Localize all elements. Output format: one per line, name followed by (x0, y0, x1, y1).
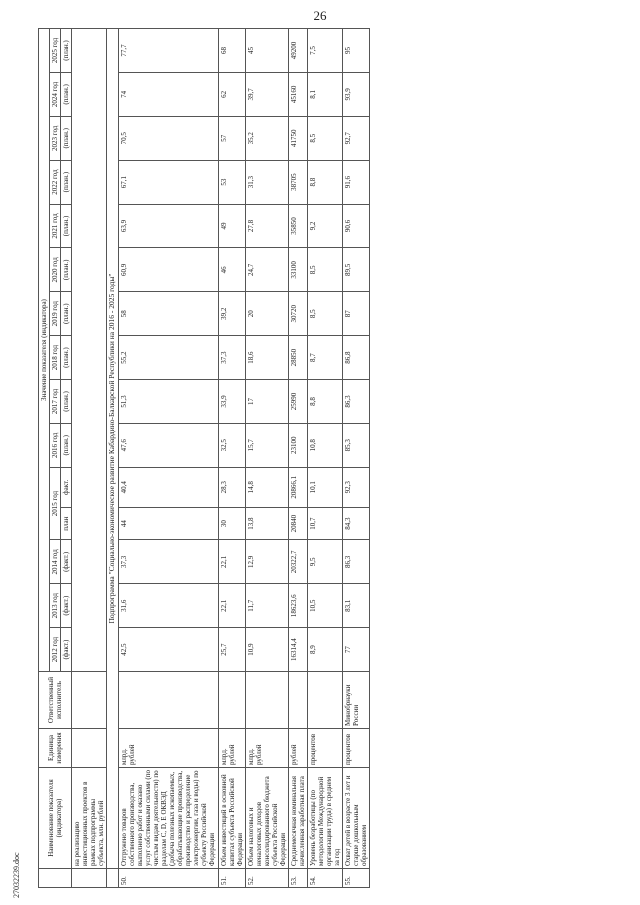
indicator-value: 47,6 (118, 423, 218, 467)
table-row (288, 29, 307, 888)
indicator-value: 25,7 (218, 628, 245, 672)
indicator-value: 46 (218, 248, 245, 292)
indicator-value: 24,7 (245, 248, 288, 292)
indicator-value: 10,7 (307, 507, 342, 540)
header-year-type: (план.) (61, 380, 72, 424)
indicator-name: Объем налоговых и неналоговых доходов консолидированного бюджета субъекта Российской Федерации (245, 768, 288, 869)
indicator-value: 8,5 (307, 116, 342, 160)
indicator-value: 63,9 (118, 204, 218, 248)
header-year-type: (план.) (61, 248, 72, 292)
indicator-executor (245, 672, 288, 729)
indicator-value: 92,7 (343, 116, 370, 160)
indicator-value: 90,6 (343, 204, 370, 248)
row-number: 54. (307, 869, 342, 888)
indicator-value: 8,7 (307, 336, 342, 380)
indicator-table (38, 28, 370, 888)
indicator-value: 32,5 (218, 423, 245, 467)
header-year: 2023 год (50, 116, 61, 160)
table-row (218, 29, 245, 888)
indicator-value: 87 (343, 292, 370, 336)
header-year: 2016 год (50, 423, 61, 467)
header-year-type: (план.) (61, 204, 72, 248)
indicator-value: 33100 (288, 248, 307, 292)
header-year: 2012 год (50, 628, 61, 672)
header-name: Наименование показателя (индикатора) (39, 768, 72, 869)
indicator-value: 93,9 (343, 72, 370, 116)
indicator-table-sheet (38, 18, 628, 888)
indicator-value: 86,8 (343, 336, 370, 380)
indicator-value: 8,5 (307, 248, 342, 292)
table-row (343, 29, 370, 888)
table-row (118, 29, 218, 888)
header-year-type: (план.) (61, 336, 72, 380)
header-number (39, 869, 72, 888)
indicator-value: 10,1 (307, 467, 342, 507)
indicator-value: 39,2 (218, 292, 245, 336)
indicator-value: 55,2 (118, 336, 218, 380)
header-unit: Единица измерения (39, 729, 72, 768)
indicator-value: 25990 (288, 380, 307, 424)
subprogram-title: Подпрограмма "Социально-экономическое развитие Кабардино-Балкарской Республики на 2016 - 2025 годы" (107, 29, 119, 869)
indicator-executor (118, 672, 218, 729)
indicator-value: 45160 (288, 72, 307, 116)
indicator-value: 45 (245, 29, 288, 73)
indicator-value: 68 (218, 29, 245, 73)
header-year-type: (факт.) (61, 540, 72, 584)
indicator-unit: процентов (307, 729, 342, 768)
header-year: 2019 год (50, 292, 61, 336)
indicator-value: 67,1 (118, 160, 218, 204)
indicator-value: 8,8 (307, 160, 342, 204)
indicator-executor (218, 672, 245, 729)
header-executor: Ответственный исполнитель (39, 672, 72, 729)
indicator-value: 16314,4 (288, 628, 307, 672)
indicator-value: 15,7 (245, 423, 288, 467)
indicator-executor (288, 672, 307, 729)
indicator-value: 31,3 (245, 160, 288, 204)
header-values: Значение показателя (индикатора) (39, 29, 50, 672)
indicator-value: 20840 (288, 507, 307, 540)
header-year: 2025 год (50, 29, 61, 73)
indicator-value: 12,9 (245, 540, 288, 584)
indicator-name: Отгружено товаров собственного производства, выполнено работ и оказано услуг собственными силами (по чистым видам деятельности) по разделам C, D, E ОКВЭД (добыча полезных ископаемых, обрабатывающие производства, производство и распределение электроэнергии, газа и воды) по субъекту Российской Федерации (118, 768, 218, 869)
indicator-name: Охват детей в возрасте 3 лет и старше дошкольным образованием (343, 768, 370, 869)
header-year-type: (план.) (61, 160, 72, 204)
indicator-unit: млрд. рублей (118, 729, 218, 768)
row-number: 50. (118, 869, 218, 888)
indicator-unit: процентов (343, 729, 370, 768)
indicator-value: 85,3 (343, 423, 370, 467)
header-year-type: (факт.) (61, 584, 72, 628)
indicator-value: 37,3 (118, 540, 218, 584)
indicator-value: 91,6 (343, 160, 370, 204)
indicator-unit: млрд. рублей (245, 729, 288, 768)
header-year: 2014 год (50, 540, 61, 584)
indicator-value: 58 (118, 292, 218, 336)
indicator-value: 28,3 (218, 467, 245, 507)
indicator-value: 44 (118, 507, 218, 540)
row-number: 51. (218, 869, 245, 888)
indicator-value: 9,5 (307, 540, 342, 584)
indicator-value: 22,1 (218, 584, 245, 628)
indicator-value: 60,9 (118, 248, 218, 292)
indicator-value: 49200 (288, 29, 307, 73)
header-year-type: (факт.) (61, 628, 72, 672)
indicator-value: 74 (118, 72, 218, 116)
indicator-value: 18623,6 (288, 584, 307, 628)
indicator-value: 57 (218, 116, 245, 160)
indicator-value: 17 (245, 380, 288, 424)
indicator-value: 10,8 (307, 423, 342, 467)
indicator-value: 30 (218, 507, 245, 540)
indicator-value: 9,2 (307, 204, 342, 248)
indicator-value: 51,3 (118, 380, 218, 424)
indicator-value: 8,9 (307, 628, 342, 672)
indicator-value: 92,3 (343, 467, 370, 507)
indicator-value: 77,7 (118, 29, 218, 73)
indicator-value: 37,3 (218, 336, 245, 380)
indicator-value: 83,1 (343, 584, 370, 628)
indicator-value: 18,6 (245, 336, 288, 380)
header-year: 2017 год (50, 380, 61, 424)
indicator-value: 49 (218, 204, 245, 248)
indicator-value: 35850 (288, 204, 307, 248)
header-year: 2018 год (50, 336, 61, 380)
indicator-value: 11,7 (245, 584, 288, 628)
indicator-executor: Минобрнауки России (343, 672, 370, 729)
indicator-value: 77 (343, 628, 370, 672)
indicator-value: 39,7 (245, 72, 288, 116)
indicator-value: 41750 (288, 116, 307, 160)
indicator-value: 27,8 (245, 204, 288, 248)
indicator-value: 13,8 (245, 507, 288, 540)
header-year-type: (план.) (61, 423, 72, 467)
header-year: 2020 год (50, 248, 61, 292)
indicator-name: Уровень безработицы (по методологии Международной организации труда) в среднем за год (307, 768, 342, 869)
indicator-value: 89,5 (343, 248, 370, 292)
footer-filename: 27032239.doc (12, 852, 21, 898)
header-year: 2015 год (50, 467, 61, 540)
indicator-value: 23100 (288, 423, 307, 467)
header-year-type: (план.) (61, 72, 72, 116)
header-year: 2022 год (50, 160, 61, 204)
indicator-value: 38705 (288, 160, 307, 204)
indicator-value: 20322,7 (288, 540, 307, 584)
table-row (245, 29, 288, 888)
indicator-value: 7,5 (307, 29, 342, 73)
header-year: 2021 год (50, 204, 61, 248)
row-number: 53. (288, 869, 307, 888)
indicator-value: 10,5 (307, 584, 342, 628)
header-year: 2024 год (50, 72, 61, 116)
indicator-value: 84,3 (343, 507, 370, 540)
table-row (307, 29, 342, 888)
indicator-value: 86,3 (343, 380, 370, 424)
indicator-unit: рублей (288, 729, 307, 768)
indicator-value: 14,8 (245, 467, 288, 507)
indicator-value: 33,9 (218, 380, 245, 424)
indicator-value: 20 (245, 292, 288, 336)
indicator-value: 95 (343, 29, 370, 73)
indicator-value: 35,2 (245, 116, 288, 160)
indicator-executor (307, 672, 342, 729)
indicator-value: 31,6 (118, 584, 218, 628)
header-year-type: факт. (61, 467, 72, 507)
header-year-type: (план.) (61, 292, 72, 336)
indicator-value: 10,9 (245, 628, 288, 672)
indicator-value: 62 (218, 72, 245, 116)
indicator-value: 30720 (288, 292, 307, 336)
indicator-value: 28850 (288, 336, 307, 380)
indicator-value: 20866,1 (288, 467, 307, 507)
indicator-value: 22,1 (218, 540, 245, 584)
row-number: 55. (343, 869, 370, 888)
header-year-type: (план.) (61, 116, 72, 160)
indicator-value: 8,5 (307, 292, 342, 336)
indicator-value: 40,4 (118, 467, 218, 507)
indicator-unit: млрд. рублей (218, 729, 245, 768)
indicator-value: 42,5 (118, 628, 218, 672)
indicator-value: 53 (218, 160, 245, 204)
carry-over-text: на реализацию инвестиционных проектов в рамках подпрограммы субъекта, млн. рублей (72, 768, 107, 869)
indicator-value: 8,1 (307, 72, 342, 116)
indicator-value: 70,5 (118, 116, 218, 160)
page-number: 26 (313, 8, 327, 23)
indicator-name: Объем инвестиций в основной капитал субъекта Российской Федерации (218, 768, 245, 869)
indicator-value: 8,8 (307, 380, 342, 424)
header-year-type: (план.) (61, 29, 72, 73)
indicator-value: 86,3 (343, 540, 370, 584)
indicator-name: Среднемесячная номинальная начисленная заработная плата (288, 768, 307, 869)
header-year-type: план (61, 507, 72, 540)
row-number: 52. (245, 869, 288, 888)
header-year: 2013 год (50, 584, 61, 628)
